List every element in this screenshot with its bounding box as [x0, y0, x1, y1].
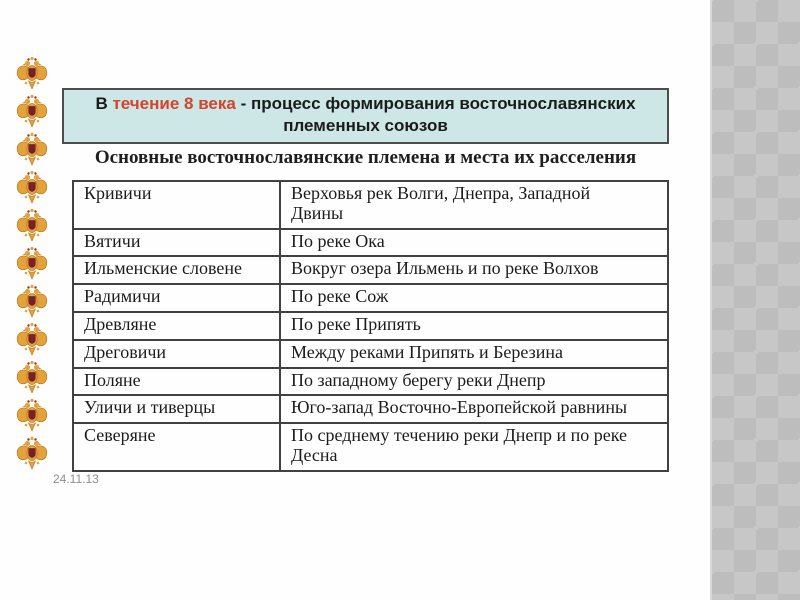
location-text: По реке Сож [291, 286, 389, 307]
location-cell [280, 340, 668, 368]
table-row [73, 395, 668, 423]
tribe-cell: Кривичи [73, 181, 280, 229]
location-text: Верховья рек Волги, Днепра, Западной Двины [291, 183, 591, 223]
emblem-column [13, 56, 51, 480]
tribe-cell: Древляне [73, 312, 280, 340]
table-row [73, 312, 668, 340]
title-box [62, 88, 669, 144]
title-prefix: В [95, 94, 113, 113]
title-highlight: течение 8 века [112, 94, 236, 113]
table-row [73, 256, 668, 284]
table-row [73, 340, 668, 368]
location-text: Юго-запад Восточно-Европейской равнины [291, 397, 628, 418]
tribe-cell: Ильменские словене [73, 256, 280, 284]
russian-coat-of-arms-icon [15, 208, 49, 244]
russian-coat-of-arms-icon [15, 398, 49, 434]
russian-coat-of-arms-icon [15, 284, 49, 320]
location-cell [280, 181, 668, 229]
location-cell [280, 229, 668, 257]
location-text: По реке Ока [291, 230, 385, 251]
location-cell [280, 256, 668, 284]
location-text: По западному берегу реки Днепр [291, 369, 546, 390]
location-cell [280, 423, 668, 471]
table-row [73, 368, 668, 396]
russian-coat-of-arms-icon [15, 56, 49, 92]
tribe-cell: Северяне [73, 423, 280, 471]
table-row [73, 423, 668, 471]
russian-coat-of-arms-icon [15, 436, 49, 472]
tribe-cell: Дреговичи [73, 340, 280, 368]
location-text: Вокруг озера Ильмень и по реке Волхов [291, 258, 599, 279]
tribes-table [72, 180, 669, 472]
location-cell [280, 368, 668, 396]
location-cell [280, 312, 668, 340]
slide-subtitle: Основные восточнославянские племена и места их расселения [94, 147, 637, 168]
title-rest: - процесс формирования восточнославянских племенных союзов [235, 94, 636, 136]
location-text: По реке Припять [291, 313, 421, 334]
russian-coat-of-arms-icon [15, 322, 49, 358]
russian-coat-of-arms-icon [15, 94, 49, 130]
tribe-cell: Уличи и тиверцы [73, 395, 280, 423]
table-row [73, 229, 668, 257]
russian-coat-of-arms-icon [15, 360, 49, 396]
tribe-cell: Радимичи [73, 284, 280, 312]
location-cell [280, 395, 668, 423]
tribe-cell: Поляне [73, 368, 280, 396]
russian-coat-of-arms-icon [15, 246, 49, 282]
table-row [73, 181, 668, 229]
table-row [73, 284, 668, 312]
location-text: Между реками Припять и Березина [291, 341, 563, 362]
diamond-pattern-sidebar [710, 0, 800, 600]
location-text: По среднему течению реки Днепр и по реке Десна [291, 425, 628, 465]
location-cell [280, 284, 668, 312]
russian-coat-of-arms-icon [15, 170, 49, 206]
russian-coat-of-arms-icon [15, 132, 49, 168]
tribe-cell: Вятичи [73, 229, 280, 257]
slide-date: 24.11.13 [53, 472, 99, 486]
